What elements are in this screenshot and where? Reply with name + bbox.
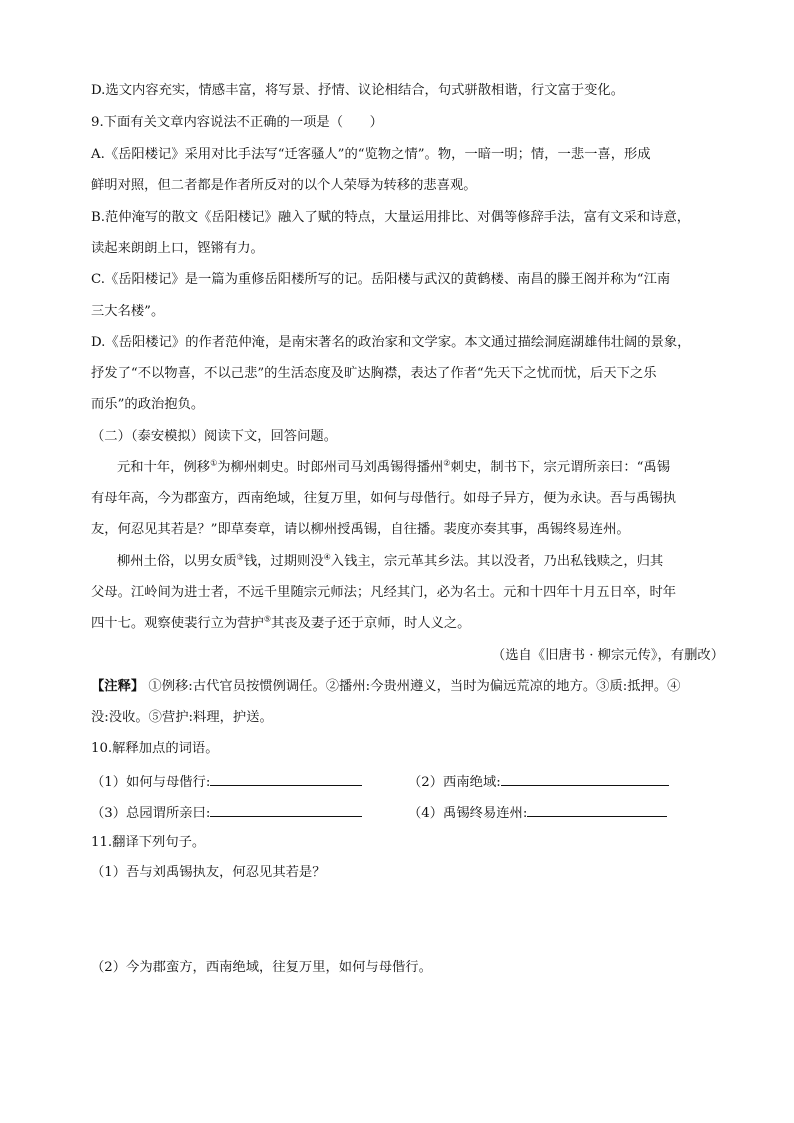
q10-item1-answer-blank[interactable] [210,771,362,786]
footnote-marker: ④ [323,552,331,562]
q9-option-c-line2: 三大名楼”。 [91,304,165,319]
passage-p1-line3: 友，何忍见其若是？”即草奏章，请以柳州授禹锡，自往播。裴度亦奏其事，禹锡终易连州。 [91,522,630,537]
passage-p1-line2: 有母年高，今为郡蛮方，西南绝域，往复万里，如何与母偕行。如母子异方，便为永诀。吾与禹锡执 [91,491,677,506]
q10-item1-label: （1）如何与母偕行: [91,775,211,790]
q9-option-d-line3: 而乐”的政治抱负。 [91,397,205,412]
passage-text: 刺史，制书下，宗元谓所亲曰：“禹锡 [450,460,671,475]
footnote-marker: ① [210,458,218,468]
passage-p1-line1 [117,459,670,477]
q9-option-d-line1: D.《岳阳楼记》的作者范仲淹，是南宋著名的政治家和文学家。本文通过描绘洞庭湖雄伟壮阔的景象， [91,335,691,350]
passage-text: 四十七。观察使裴行立为营护 [91,616,264,631]
q9-stem: 9.下面有关文章内容说法不正确的一项是（ ） [91,115,383,130]
passage-text: 入钱主，宗元革其乡法。其以没者，乃出私钱赎之，归其 [330,554,664,569]
q10-item4-answer-blank[interactable] [527,802,667,817]
q11-item2: （2）今为郡蛮方，西南绝域，往复万里，如何与母偕行。 [91,960,432,975]
q10-item3-answer-blank[interactable] [210,802,362,817]
q11-stem: 11.翻译下列句子。 [91,835,206,850]
q10-row2-col2 [408,802,667,823]
q10-row1 [91,771,362,792]
footnote-marker: ② [443,458,451,468]
footnote-marker: ⑤ [263,614,272,624]
q9-option-b-line2: 读起来朗朗上口，铿锵有力。 [91,241,264,256]
notes-text: ①例移:古代官员按惯例调任。②播州:今贵州遵义，当时为偏远荒凉的地方。③质:抵押。④ [144,679,681,694]
passage-p2-line1 [117,553,663,571]
q10-item4-label: （4）禹锡终易连州: [408,806,528,821]
notes-label: 【注释】 [91,679,145,694]
q9-option-d-line2: 抒发了“不以物喜，不以己悲”的生活态度及旷达胸襟，表达了作者“先天下之忧而忧，后天下之乐 [91,366,657,381]
q10-stem: 10.解释加点的词语。 [91,741,219,756]
q9-option-a-line1: A.《岳阳楼记》采用对比手法写“迁客骚人”的“览物之情”。物，一暗一明；情，一悲一喜，形成 [91,147,651,162]
passage-text: 为柳州刺史。时郎州司马刘禹锡得播州 [217,460,444,475]
q10-row1-col2 [408,771,669,792]
passage-text: 柳州土俗，以男女质 [117,554,237,569]
notes-line2: 没:没收。⑤营护:料理，护送。 [91,710,273,725]
q10-item3-label: （3）总园谓所亲曰: [91,806,211,821]
footnote-marker: ③ [236,552,244,562]
passage-source: （选自《旧唐书 · 柳宗元传》，有删改） [491,648,724,663]
notes-line1 [91,678,680,696]
passage-heading: （二）（泰安模拟）阅读下文，回答问题。 [91,429,337,444]
q11-item1: （1）吾与刘禹锡执友，何忍见其若是？ [91,865,326,880]
q9-option-c-line1: C.《岳阳楼记》是一篇为重修岳阳楼所写的记。岳阳楼与武汉的黄鹤楼、南昌的滕王阁并称为“江南 [91,272,671,287]
passage-text: 其丧及妻子还于京师，时人义之。 [271,616,471,631]
q10-item2-answer-blank[interactable] [501,771,669,786]
passage-text: 元和十年，例移 [117,460,211,475]
passage-p2-line3 [91,615,470,633]
passage-p2-line2: 父母。江岭间为进士者，不远千里随宗元师法；凡经其门，必为名士。元和十四年十月五日卒，时年 [91,585,677,600]
q8-option-d: D.选文内容充实，情感丰富，将写景、抒情、议论相结合，句式骈散相谐，行文富于变化。 [91,83,624,98]
q9-option-b-line1: B.范仲淹写的散文《岳阳楼记》融入了赋的特点，大量运用排比、对偶等修辞手法，富有文采和诗意， [91,210,691,225]
q10-row2 [91,802,362,823]
q9-option-a-line2: 鲜明对照，但二者都是作者所反对的以个人荣辱为转移的悲喜观。 [91,178,477,193]
passage-text: 钱，过期则没 [243,554,324,569]
q10-item2-label: （2）西南绝域: [408,775,501,790]
